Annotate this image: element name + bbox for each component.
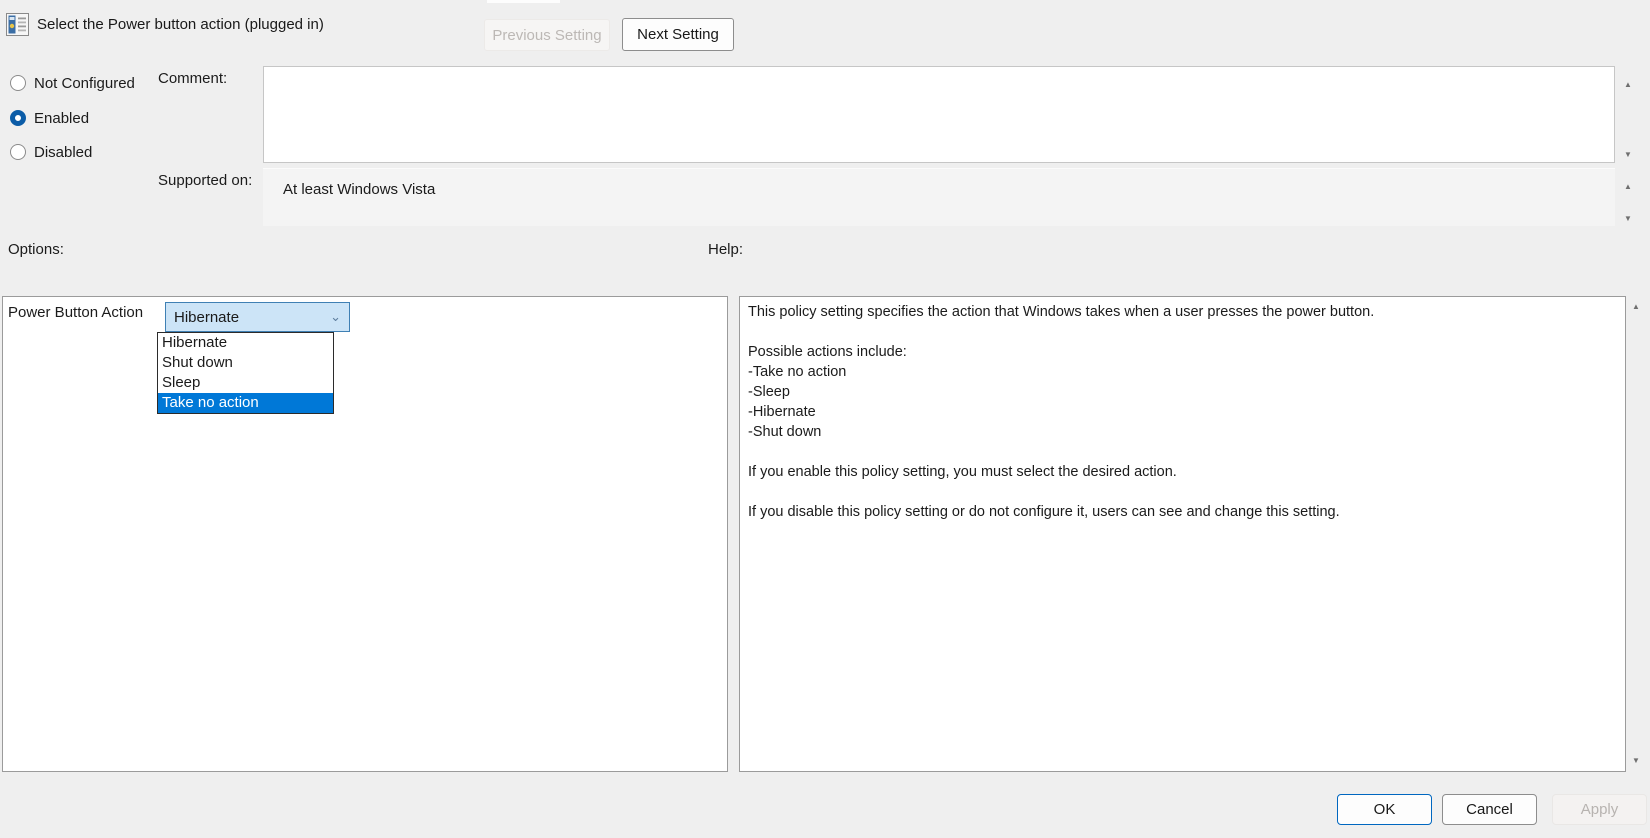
radio-disabled[interactable] (10, 143, 92, 161)
help-line: -Shut down (748, 424, 822, 440)
power-button-action-dropdown-list (157, 332, 334, 414)
help-line (748, 442, 1617, 462)
radio-label[interactable]: Enabled (34, 109, 90, 127)
power-button-action-label: Power Button Action (8, 304, 144, 321)
help-line: If you disable this policy setting or do not configure it, users can see and change this setting. (748, 504, 1340, 520)
help-line: Possible actions include: (748, 344, 907, 360)
help-line (748, 322, 1617, 342)
supported-on-value: At least Windows Vista (263, 168, 1615, 226)
scroll-up-icon[interactable] (1629, 300, 1643, 312)
help-line: -Sleep (748, 384, 790, 400)
scroll-up-icon[interactable] (1621, 180, 1635, 192)
previous-setting-button[interactable]: Previous Setting (484, 19, 610, 51)
help-section-label: Help: (708, 241, 744, 258)
supported-on-label: Supported on: (158, 172, 253, 189)
next-setting-button[interactable]: Next Setting (622, 18, 734, 51)
radio-unchecked-icon[interactable] (10, 75, 26, 91)
ok-button[interactable]: OK (1337, 794, 1432, 825)
radio-enabled[interactable] (10, 109, 89, 127)
comment-input[interactable] (263, 66, 1615, 163)
help-line (748, 482, 1617, 502)
cancel-button[interactable]: Cancel (1442, 794, 1537, 825)
policy-setting-icon (6, 13, 29, 36)
scroll-up-icon[interactable] (1621, 78, 1635, 90)
radio-label[interactable]: Not Configured (34, 74, 135, 92)
window-artifact (487, 0, 560, 3)
dropdown-item-sleep[interactable]: Sleep (162, 374, 201, 391)
dropdown-item-hibernate[interactable]: Hibernate (162, 334, 228, 351)
power-button-action-combobox[interactable] (165, 302, 350, 332)
help-line: If you enable this policy setting, you must select the desired action. (748, 464, 1177, 480)
help-line: This policy setting specifies the action that Windows takes when a user presses the power button. (748, 304, 1375, 320)
dropdown-item-shut-down[interactable]: Shut down (162, 354, 233, 371)
comment-label: Comment: (158, 70, 228, 87)
help-line: -Hibernate (748, 404, 816, 420)
scroll-down-icon[interactable] (1621, 148, 1635, 160)
help-text-panel (739, 296, 1626, 772)
apply-button[interactable]: Apply (1552, 794, 1647, 825)
radio-unchecked-icon[interactable] (10, 144, 26, 160)
radio-checked-icon[interactable] (10, 110, 26, 126)
dropdown-item-take-no-action[interactable]: Take no action (158, 393, 333, 413)
page-title: Select the Power button action (plugged in) (37, 16, 324, 33)
radio-not-configured[interactable] (10, 74, 135, 92)
chevron-down-icon[interactable] (330, 312, 341, 322)
options-section-label: Options: (8, 241, 64, 258)
combobox-value: Hibernate (174, 308, 240, 326)
scroll-down-icon[interactable] (1621, 212, 1635, 224)
scroll-down-icon[interactable] (1629, 754, 1643, 766)
help-line: -Take no action (748, 364, 847, 380)
options-panel (2, 296, 728, 772)
radio-label[interactable]: Disabled (34, 143, 93, 161)
